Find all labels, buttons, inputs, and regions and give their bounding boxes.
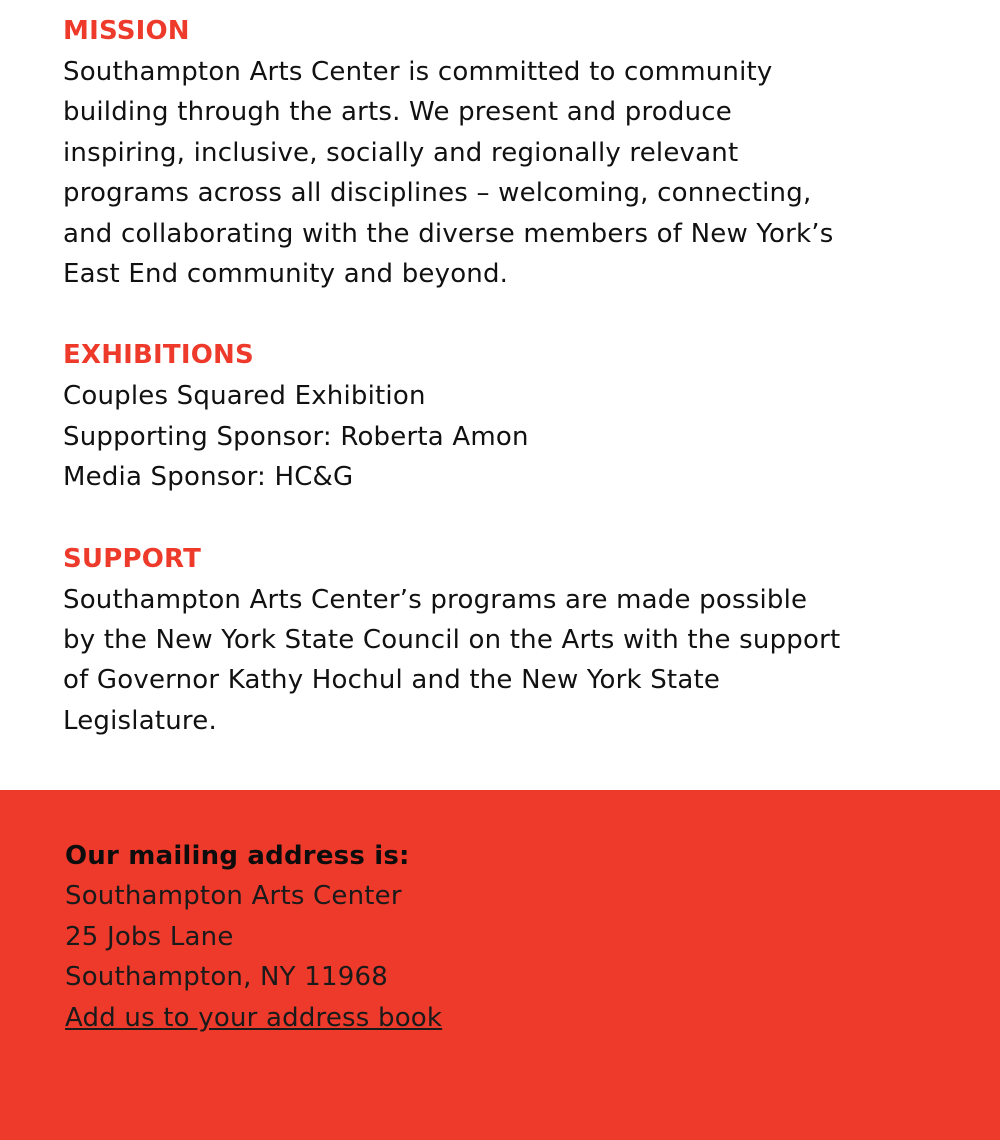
mission-line: and collaborating with the diverse members of New York’s bbox=[63, 218, 834, 249]
mission-section bbox=[63, 10, 963, 294]
mission-text bbox=[63, 52, 963, 294]
mission-line: Southampton Arts Center is committed to community bbox=[63, 57, 773, 87]
mission-line: programs across all disciplines – welcoming, connecting, bbox=[63, 178, 812, 209]
support-line: of Governor Kathy Hochul and the New York State bbox=[63, 665, 721, 696]
support-text bbox=[63, 580, 963, 742]
address-block bbox=[65, 836, 442, 1038]
mission-line: inspiring, inclusive, socially and regionally relevant bbox=[63, 137, 739, 168]
mailing-address-heading: Our mailing address is: bbox=[65, 841, 410, 871]
exhibitions-text bbox=[63, 376, 963, 497]
exhibitions-section bbox=[63, 334, 963, 497]
support-line: Legislature. bbox=[63, 705, 217, 736]
mission-heading: MISSION bbox=[63, 16, 190, 46]
mailing-address-footer bbox=[0, 790, 1000, 1140]
info-content bbox=[63, 10, 963, 781]
media-sponsor: Media Sponsor: HC&G bbox=[63, 462, 354, 493]
add-to-address-book-link[interactable]: Add us to your address book bbox=[65, 1002, 443, 1033]
support-line: Southampton Arts Center’s programs are made possible bbox=[63, 584, 808, 615]
support-section bbox=[63, 538, 963, 742]
address-street: 25 Jobs Lane bbox=[65, 921, 234, 952]
exhibitions-heading: EXHIBITIONS bbox=[63, 340, 254, 371]
supporting-sponsor: Supporting Sponsor: Roberta Amon bbox=[63, 421, 529, 452]
mission-line: building through the arts. We present and produce bbox=[63, 97, 732, 128]
address-city-state-zip: Southampton, NY 11968 bbox=[65, 962, 388, 992]
mission-line: East End community and beyond. bbox=[63, 259, 509, 290]
support-heading: SUPPORT bbox=[63, 543, 202, 574]
support-line: by the New York State Council on the Arts with the support bbox=[63, 625, 841, 656]
exhibition-title: Couples Squared Exhibition bbox=[63, 381, 426, 412]
address-org-name: Southampton Arts Center bbox=[65, 881, 402, 911]
